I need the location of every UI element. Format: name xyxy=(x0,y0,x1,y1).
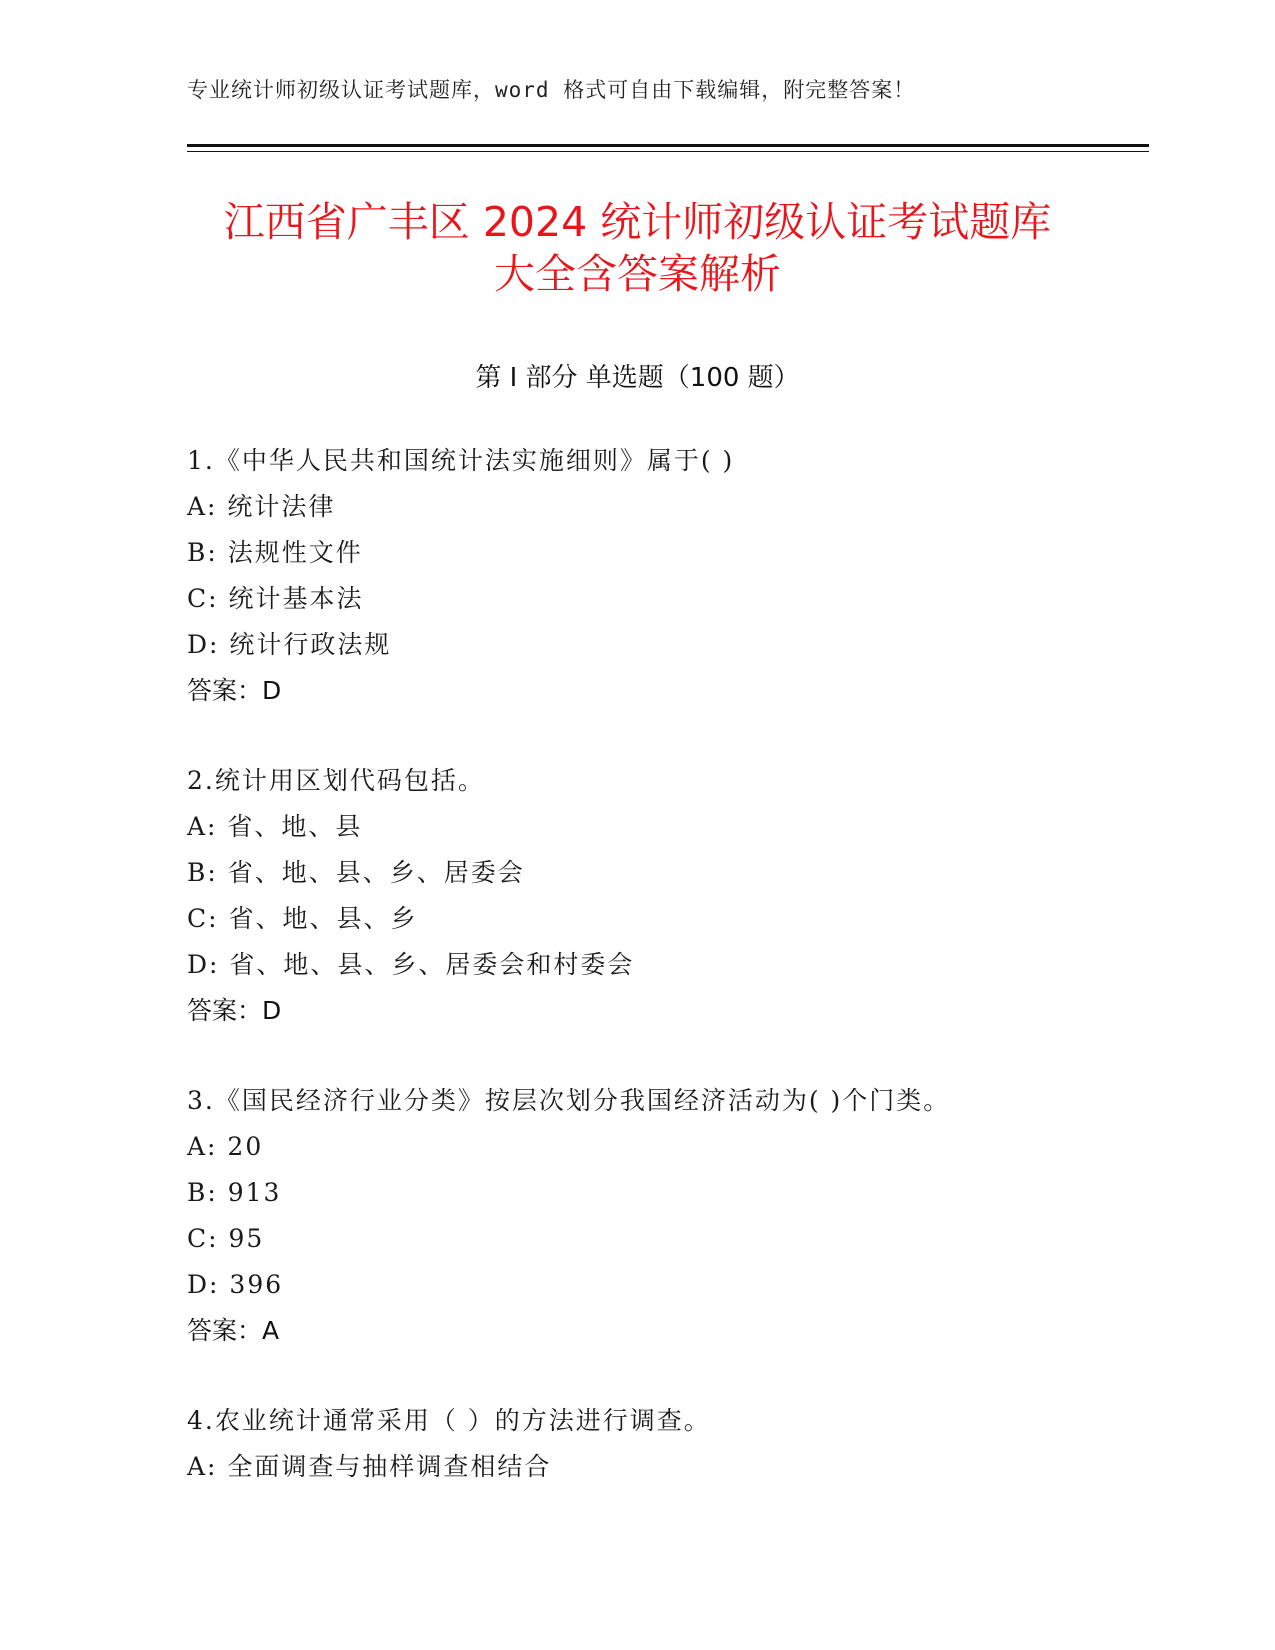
document-title-line-2: 大全含答案解析 xyxy=(494,250,781,298)
question-spacer xyxy=(187,1034,1167,1078)
option-a: A: 省、地、县 xyxy=(187,812,363,841)
document-title-line-1: 江西省广丰区 2024 统计师初级认证考试题库 xyxy=(223,198,1052,246)
answer-key: 答案：D xyxy=(187,676,282,705)
option-b: B: 法规性文件 xyxy=(187,538,363,567)
option-a: A: 统计法律 xyxy=(187,492,336,521)
option-d: D: 396 xyxy=(187,1270,284,1299)
section-heading: 第 I 部分 单选题（100 题） xyxy=(475,363,800,393)
question-spacer xyxy=(187,714,1167,758)
question-list xyxy=(187,438,1167,1490)
header-rule-thin xyxy=(187,151,1149,152)
question-1 xyxy=(187,438,1167,714)
question-stem: 3.《国民经济行业分类》按层次划分我国经济活动为( )个门类。 xyxy=(187,1086,951,1115)
option-b: B: 省、地、县、乡、居委会 xyxy=(187,858,525,887)
option-a: A: 20 xyxy=(187,1132,264,1161)
option-b: B: 913 xyxy=(187,1178,282,1207)
option-c: C: 95 xyxy=(187,1224,265,1253)
answer-key: 答案：D xyxy=(187,996,282,1025)
option-c: C: 统计基本法 xyxy=(187,584,364,613)
question-2 xyxy=(187,758,1167,1034)
option-d: D: 省、地、县、乡、居委会和村委会 xyxy=(187,950,635,979)
question-spacer xyxy=(187,1354,1167,1398)
question-stem: 2.统计用区划代码包括。 xyxy=(187,766,485,795)
document-title xyxy=(0,196,1275,300)
option-c: C: 省、地、县、乡 xyxy=(187,904,418,933)
header-rule-thick xyxy=(187,144,1149,147)
option-a: A: 全面调查与抽样调查相结合 xyxy=(187,1452,552,1481)
question-4 xyxy=(187,1398,1167,1490)
option-d: D: 统计行政法规 xyxy=(187,630,392,659)
header-note: 专业统计师初级认证考试题库，word 格式可自由下载编辑，附完整答案！ xyxy=(187,78,916,102)
question-stem: 1.《中华人民共和国统计法实施细则》属于( ) xyxy=(187,446,735,475)
answer-key: 答案：A xyxy=(187,1316,280,1345)
question-3 xyxy=(187,1078,1167,1354)
question-stem: 4.农业统计通常采用（ ）的方法进行调查。 xyxy=(187,1406,711,1435)
